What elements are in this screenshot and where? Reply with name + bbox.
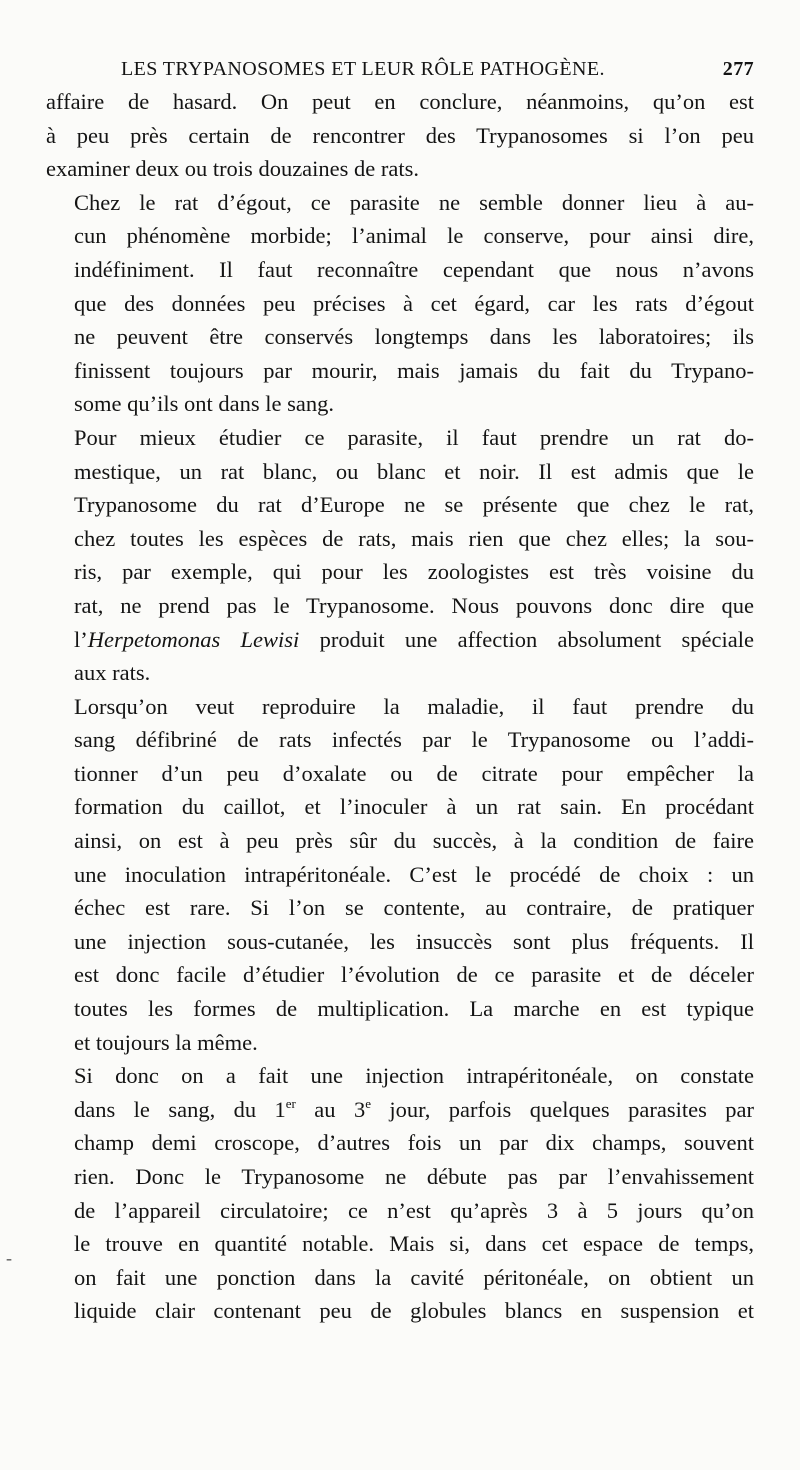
text-line: de l’appareil circulatoire; ce n’est qu’après 3 à 5 jours qu’on (74, 1197, 754, 1223)
text-line (46, 623, 754, 657)
text-line: une injection sous-cutanée, les insuccès sont plus fréquents. Il (74, 928, 754, 954)
text-line: finissent toujours par mourir, mais jamais du fait du Trypano- (74, 357, 754, 383)
paragraph-3 (46, 421, 754, 690)
paragraph-4 (46, 690, 754, 1060)
text-line: échec est rare. Si l’on se contente, au contraire, de pratiquer (74, 895, 754, 921)
text-line: une inoculation intrapéritonéale. C’est le procédé de choix : un (74, 861, 754, 887)
page-number: 277 (722, 58, 754, 80)
text-line: Chez le rat d’égout, ce parasite ne semble donner lieu à au- (74, 189, 754, 215)
text-line: examiner deux ou trois douzaines de rats. (46, 156, 420, 182)
text-line: mestique, un rat blanc, ou blanc et noir. Il est admis que le (74, 458, 754, 484)
running-title: LES TRYPANOSOMES ET LEUR RÔLE PATHOGÈNE. (121, 58, 605, 80)
text-line: cun phénomène morbide; l’animal le conserve, pour ainsi dire, (74, 223, 754, 249)
text-line: some qu’ils ont dans le sang. (74, 391, 334, 417)
text-line: ne peuvent être conservés longtemps dans les laboratoires; ils (74, 324, 754, 350)
text-line: affaire de hasard. On peut en conclure, néanmoins, qu’on est (46, 89, 754, 114)
text-fragment: produit une affection absolument spéciale (299, 626, 754, 652)
text-line: Trypanosome du rat d’Europe ne se présente que chez le rat, (74, 492, 754, 518)
text-line: tionner d’un peu d’oxalate ou de citrate pour empêcher la (74, 760, 754, 786)
text-line: rien. Donc le Trypanosome ne débute pas par l’envahissement (74, 1164, 754, 1189)
margin-mark: - (6, 1248, 12, 1268)
text-line (46, 1093, 754, 1127)
page-header (121, 58, 754, 81)
text-fragment: jour, parfois quelques parasites par (371, 1096, 754, 1122)
ordinal-suffix: e (365, 1095, 371, 1111)
text-line: on fait une ponction dans la cavité péritonéale, on obtient un (74, 1264, 754, 1290)
text-fragment: au 3 (295, 1096, 366, 1122)
text-line: rat, ne prend pas le Trypanosome. Nous pouvons donc dire que (74, 592, 754, 618)
text-line: liquide clair contenant peu de globules blancs en suspension et (74, 1298, 754, 1324)
text-line: Pour mieux étudier ce parasite, il faut prendre un rat do- (74, 424, 754, 450)
text-line: formation du caillot, et l’inoculer à un rat sain. En procédant (74, 794, 754, 820)
text-line: à peu près certain de rencontrer des Trypanosomes si l’on peu (46, 122, 754, 148)
text-line: Si donc on a fait une injection intrapéritonéale, on constate (74, 1063, 754, 1089)
text-line: ris, par exemple, qui pour les zoologistes est très voisine du (74, 559, 754, 585)
text-line: est donc facile d’étudier l’évolution de ce parasite et de déceler (74, 962, 754, 988)
text-line: et toujours la même. (74, 1029, 258, 1055)
text-line: le trouve en quantité notable. Mais si, dans cet espace de temps, (74, 1231, 754, 1257)
paragraph-5 (46, 1059, 754, 1328)
text-line: Lorsqu’on veut reproduire la maladie, il faut prendre du (74, 693, 754, 719)
body-text (46, 85, 754, 1328)
text-fragment: l’ (74, 626, 88, 652)
text-fragment: dans le sang, du 1 (74, 1096, 286, 1122)
ordinal-suffix: er (285, 1095, 296, 1111)
text-line: ainsi, on est à peu près sûr du succès, à la condition de faire (74, 828, 754, 854)
paragraph-2 (46, 186, 754, 421)
text-line: sang défibriné de rats infectés par le Trypanosome ou l’addi- (74, 727, 754, 753)
text-line: aux rats. (74, 660, 151, 686)
text-line: que des données peu précises à cet égard, car les rats d’égout (74, 290, 754, 316)
text-line: indéfiniment. Il faut reconnaître cependant que nous n’avons (74, 256, 754, 282)
species-name: Herpetomonas Lewisi (87, 626, 300, 652)
text-line: toutes les formes de multiplication. La marche en est typique (74, 996, 754, 1022)
text-line: chez toutes les espèces de rats, mais rien que chez elles; la sou- (74, 525, 754, 551)
paragraph-1 (46, 85, 754, 186)
text-line: champ demi croscope, d’autres fois un par dix champs, souvent (74, 1130, 754, 1156)
